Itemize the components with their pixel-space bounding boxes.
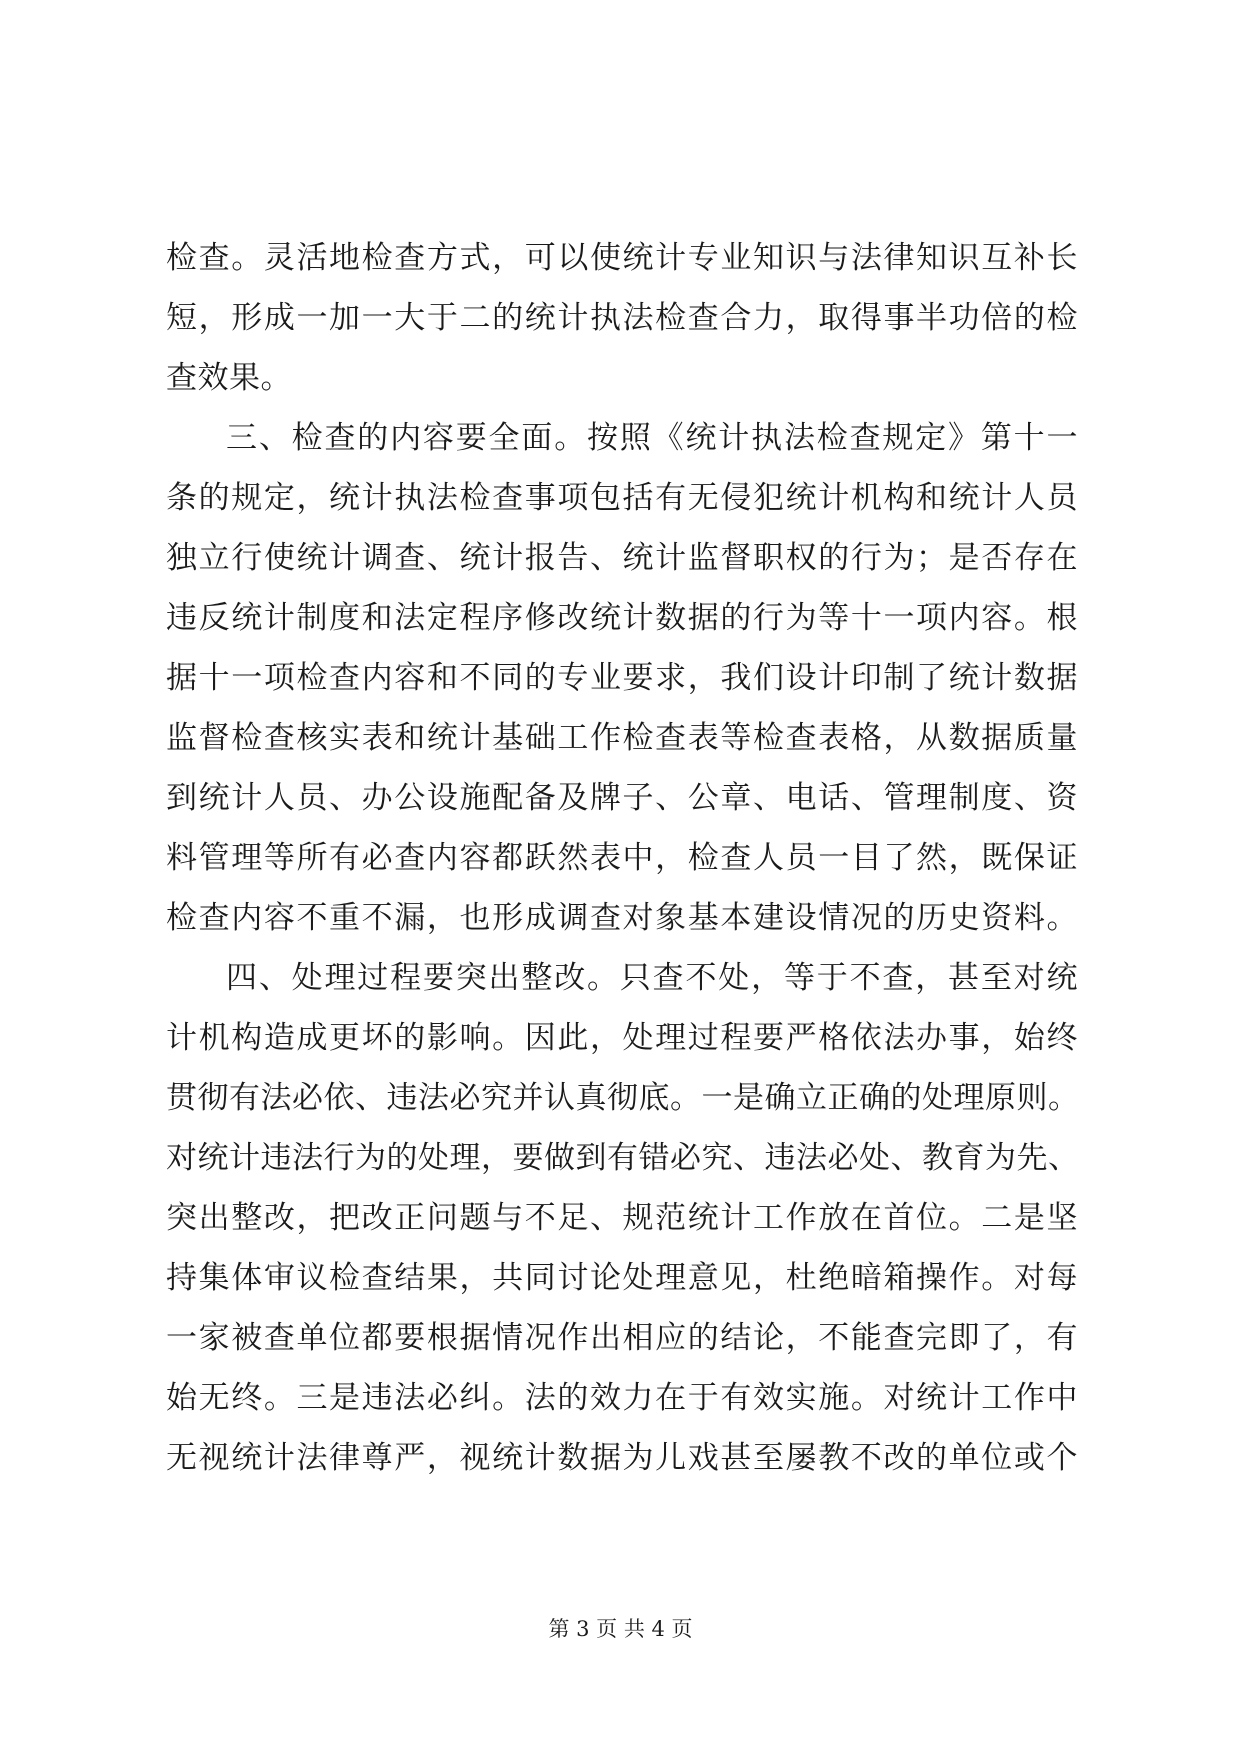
text-line: 监督检查核实表和统计基础工作检查表等检查表格，从数据质量 bbox=[166, 720, 1078, 756]
text-line: 无视统计法律尊严，视统计数据为儿戏甚至屡教不改的单位或个 bbox=[166, 1440, 1078, 1476]
text-line: 料管理等所有必查内容都跃然表中，检查人员一目了然，既保证 bbox=[166, 840, 1078, 876]
text-line: 检查。灵活地检查方式，可以使统计专业知识与法律知识互补长 bbox=[166, 240, 1078, 276]
text-line: 据十一项检查内容和不同的专业要求，我们设计印制了统计数据 bbox=[166, 660, 1078, 696]
page-number-footer: 第 3 页 共 4 页 bbox=[548, 1617, 693, 1641]
text-line: 突出整改，把改正问题与不足、规范统计工作放在首位。二是坚 bbox=[166, 1200, 1078, 1236]
text-line: 检查内容不重不漏，也形成调查对象基本建设情况的历史资料。 bbox=[166, 900, 1078, 936]
text-line-paragraph-start: 三、检查的内容要全面。按照《统计执法检查规定》第十一 bbox=[226, 420, 1078, 456]
text-line: 对统计违法行为的处理，要做到有错必究、违法必处、教育为先、 bbox=[166, 1140, 1080, 1176]
text-line: 条的规定，统计执法检查事项包括有无侵犯统计机构和统计人员 bbox=[166, 480, 1078, 516]
text-line: 一家被查单位都要根据情况作出相应的结论，不能查完即了，有 bbox=[166, 1320, 1078, 1356]
text-line: 查效果。 bbox=[166, 360, 292, 396]
document-body bbox=[166, 228, 1078, 1488]
text-line: 持集体审议检查结果，共同讨论处理意见，杜绝暗箱操作。对每 bbox=[166, 1260, 1078, 1296]
text-line: 计机构造成更坏的影响。因此，处理过程要严格依法办事，始终 bbox=[166, 1020, 1078, 1056]
text-line: 违反统计制度和法定程序修改统计数据的行为等十一项内容。根 bbox=[166, 600, 1078, 636]
text-line: 贯彻有法必依、违法必究并认真彻底。一是确立正确的处理原则。 bbox=[166, 1080, 1080, 1116]
text-line: 到统计人员、办公设施配备及牌子、公章、电话、管理制度、资 bbox=[166, 780, 1078, 816]
text-line: 始无终。三是违法必纠。法的效力在于有效实施。对统计工作中 bbox=[166, 1380, 1078, 1416]
text-line-paragraph-start: 四、处理过程要突出整改。只查不处，等于不查，甚至对统 bbox=[226, 960, 1078, 996]
text-line: 独立行使统计调查、统计报告、统计监督职权的行为；是否存在 bbox=[166, 540, 1078, 576]
text-line: 短，形成一加一大于二的统计执法检查合力，取得事半功倍的检 bbox=[166, 300, 1078, 336]
